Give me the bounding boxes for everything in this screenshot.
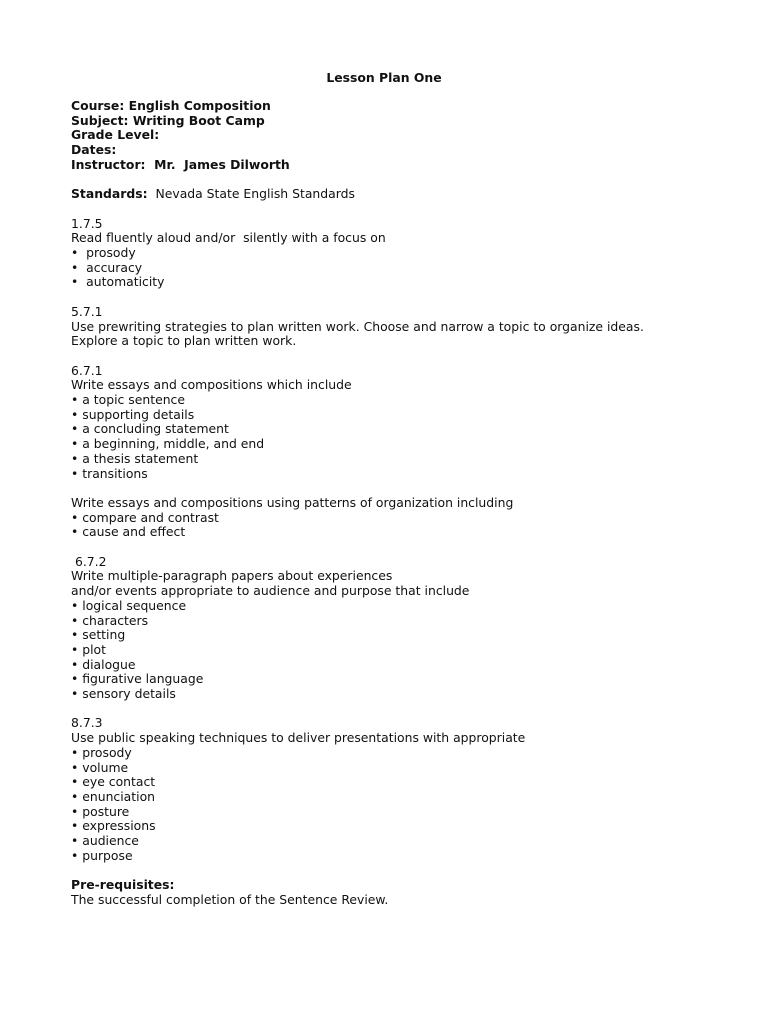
spacer (71, 702, 731, 717)
standard-description: Use prewriting strategies to plan written work. Choose and narrow a topic to organize ideas. (71, 318, 644, 334)
spacer (71, 290, 731, 305)
standard-code: 5.7.1 (71, 303, 103, 319)
subject-value: Writing Boot Camp (132, 112, 265, 128)
bullet-item: • prosody (71, 744, 132, 760)
standards-value: Nevada State English Standards (155, 186, 355, 202)
standards-sections (71, 202, 731, 864)
dates-line (71, 143, 731, 158)
spacer (71, 863, 731, 878)
bullet-item: • a thesis statement (71, 450, 199, 466)
standard-description: Write multiple-paragraph papers about experiences (71, 568, 393, 584)
instructor-line (71, 158, 731, 173)
standard-description: Write essays and compositions which include (71, 377, 352, 393)
standard-section (71, 364, 731, 482)
bullet-item: • posture (71, 803, 130, 819)
grade-level-line (71, 128, 731, 143)
grade-level-label: Grade Level: (71, 127, 160, 143)
prerequisites-label: Pre-requisites: (71, 877, 175, 893)
standard-section (71, 305, 731, 349)
standard-description: Use public speaking techniques to deliver presentations with appropriate (71, 730, 526, 746)
prerequisites-text: The successful completion of the Sentence Review. (71, 891, 389, 907)
bullet-item: • transitions (71, 465, 148, 481)
bullet-item: • plot (71, 641, 106, 657)
bullet-item: • compare and contrast (71, 509, 219, 525)
bullet-item: • a topic sentence (71, 392, 185, 407)
standard-section (71, 217, 731, 291)
bullet-item: • prosody (71, 245, 136, 260)
standard-code: 6.7.2 (71, 553, 107, 569)
standard-description: Explore a topic to plan written work. (71, 333, 297, 349)
standard-description: Write essays and compositions using patterns of organization including (71, 494, 514, 510)
bullet-item: • purpose (71, 847, 133, 863)
standard-description: and/or events appropriate to audience and purpose that include (71, 583, 470, 599)
bullet-item: • dialogue (71, 656, 136, 672)
course-value: English Composition (128, 98, 271, 113)
dates-label: Dates: (71, 142, 117, 158)
spacer (71, 349, 731, 364)
bullet-item: • expressions (71, 818, 156, 834)
course-label: Course: (71, 98, 125, 113)
bullet-item: • supporting details (71, 406, 195, 422)
standard-code: 1.7.5 (71, 215, 103, 231)
standards-line (71, 187, 731, 202)
document-body (71, 99, 731, 908)
bullet-item: • audience (71, 833, 139, 849)
bullet-item: • automaticity (71, 274, 165, 290)
spacer (71, 202, 731, 217)
bullet-item: • accuracy (71, 259, 143, 275)
instructor-value: Mr. James Dilworth (154, 156, 290, 172)
subject-line (71, 114, 731, 129)
subject-label: Subject: (71, 112, 129, 128)
bullet-item: • enunciation (71, 788, 156, 804)
standard-description: Read fluently aloud and/or silently with a focus on (71, 230, 386, 246)
bullet-item: • sensory details (71, 686, 176, 702)
page-title: Lesson Plan One (326, 70, 442, 85)
spacer (71, 540, 731, 555)
standard-section (71, 496, 731, 540)
course-line (71, 99, 731, 114)
bullet-item: • cause and effect (71, 524, 186, 540)
standard-code: 6.7.1 (71, 362, 103, 378)
bullet-item: • a concluding statement (71, 421, 229, 437)
standards-label: Standards: (71, 186, 148, 202)
bullet-item: • setting (71, 627, 126, 643)
bullet-item: • figurative language (71, 671, 204, 687)
bullet-item: • volume (71, 759, 129, 775)
spacer (71, 481, 731, 496)
standard-section (71, 716, 731, 863)
bullet-item: • logical sequence (71, 597, 187, 613)
bullet-item: • a beginning, middle, and end (71, 436, 265, 452)
spacer (71, 173, 731, 188)
standard-section (71, 555, 731, 702)
instructor-label: Instructor: (71, 156, 146, 172)
standard-code: 8.7.3 (71, 715, 103, 731)
bullet-item: • eye contact (71, 774, 156, 790)
bullet-item: • characters (71, 612, 149, 628)
